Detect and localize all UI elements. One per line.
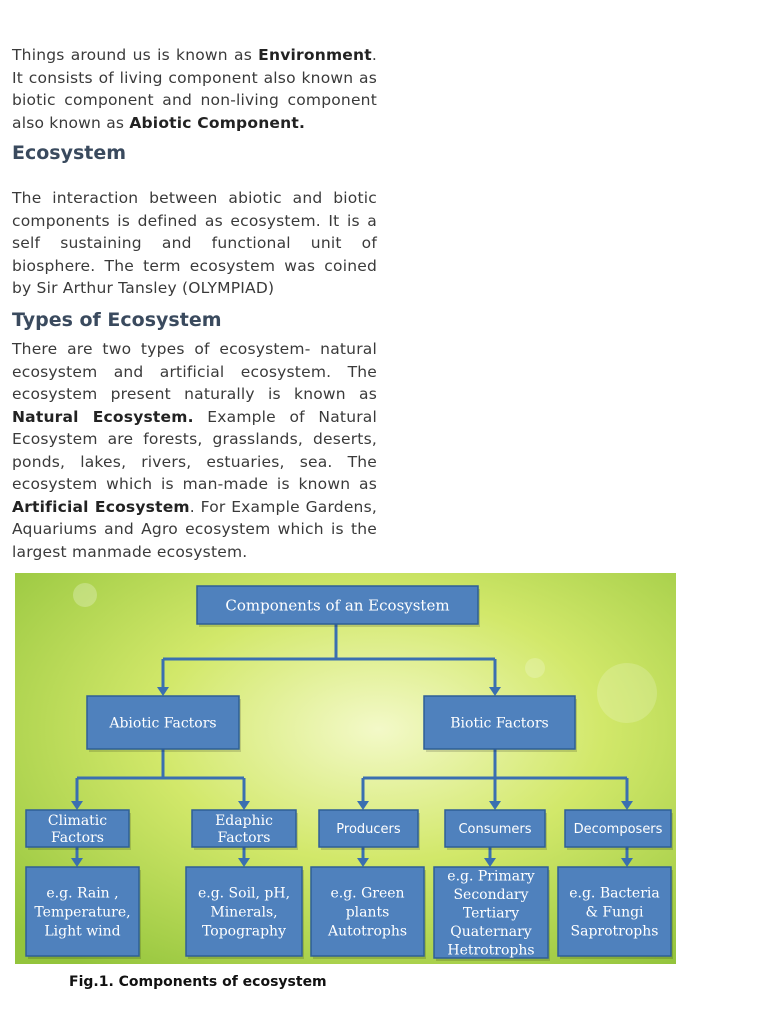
climatic-factors-node-label: Factors <box>51 829 104 846</box>
climatic-factors-node <box>26 810 131 850</box>
decomposers-node-label: Decomposers <box>573 822 663 838</box>
edaphic-example-node-label: e.g. Soil, pH, <box>197 885 291 902</box>
biotic-factors-node-label: Biotic Factors <box>450 715 549 732</box>
abiotic-factors-node <box>87 696 241 752</box>
decomposers-example-node-label: Saprotrophs <box>570 923 659 940</box>
producers-example-node-label: Autotrophs <box>327 923 408 940</box>
intro-paragraph <box>12 44 377 134</box>
producers-node-label: Producers <box>336 822 401 838</box>
consumers-example-node-label: Tertiary <box>462 905 520 922</box>
bokeh-circle <box>597 663 657 723</box>
abiotic-factors-node-label: Abiotic Factors <box>109 715 217 732</box>
intro-text-2: . It consists of living component also known as biotic component and non-living component also known as <box>12 46 377 132</box>
types-text-1: There are two types of ecosystem- natural ecosystem and artificial ecosystem. The ecosystem present naturally is known as <box>12 340 377 403</box>
types-heading: Types of Ecosystem <box>12 309 222 331</box>
ecosystem-components-diagram <box>15 573 676 964</box>
consumers-node <box>445 810 547 850</box>
biotic-factors-node <box>424 696 577 752</box>
decomposers-example-node <box>558 867 673 959</box>
consumers-example-node-label: e.g. Primary <box>447 868 535 885</box>
climatic-example-node-label: e.g. Rain , <box>46 885 119 902</box>
intro-text-1: Things around us is known as <box>12 46 259 64</box>
edaphic-factors-node-label: Factors <box>217 829 271 846</box>
ecosystem-paragraph: The interaction between abiotic and biotic components is defined as ecosystem. It is a self sustaining and functional unit of biosphere. The term ecosystem was coined by Sir Arthur Tansley (OLYMPIAD) <box>12 189 377 297</box>
types-text-3: . For Example Gardens, Aquariums and Agro ecosystem which is the largest manmade ecosystem. <box>12 497 377 561</box>
decomposers-example-node-label: & Fungi <box>585 904 644 921</box>
producers-example-node-label: e.g. Green <box>330 885 405 902</box>
intro-bold-environment: Environment <box>258 46 372 64</box>
types-bold-artificial: Artificial Ecosystem <box>12 497 190 516</box>
figure-caption: Fig.1. Components of ecosystem <box>69 974 327 990</box>
edaphic-factors-node <box>192 810 298 850</box>
climatic-example-node-label: Temperature, <box>34 904 131 921</box>
edaphic-example-node-label: Minerals, <box>210 904 278 921</box>
edaphic-factors-node-label: Edaphic <box>215 812 273 829</box>
consumers-example-node-label: Secondary <box>453 886 529 903</box>
consumers-example-node-label: Quaternary <box>450 923 532 940</box>
bokeh-circle <box>73 583 97 607</box>
intro-bold-abiotic: Abiotic Component. <box>129 113 306 132</box>
types-text-2: Example of Natural Ecosystem are forests, grasslands, deserts, ponds, lakes, rivers, estuaries, sea. The ecosystem which is man-made is known as <box>12 407 377 493</box>
producers-example-node <box>311 867 426 959</box>
climatic-factors-node-label: Climatic <box>47 812 108 829</box>
climatic-example-node <box>26 867 141 959</box>
decomposers-example-node-label: e.g. Bacteria <box>569 885 660 902</box>
root-node-label: Components of an Ecosystem <box>225 596 450 615</box>
climatic-example-node-label: Light wind <box>44 923 121 940</box>
ecosystem-heading: Ecosystem <box>12 142 127 164</box>
decomposers-node <box>565 810 673 850</box>
types-paragraph <box>12 338 377 563</box>
types-bold-natural: Natural Ecosystem. <box>12 407 194 426</box>
edaphic-example-node <box>186 867 304 959</box>
bokeh-circle <box>525 658 545 678</box>
consumers-example-node-label: Hetrotrophs <box>447 942 535 959</box>
producers-example-node-label: plants <box>345 904 390 921</box>
root-node <box>197 586 480 627</box>
edaphic-example-node-label: Topography <box>202 923 286 940</box>
producers-node <box>319 810 420 850</box>
consumers-node-label: Consumers <box>458 822 532 838</box>
consumers-example-node <box>434 867 550 961</box>
